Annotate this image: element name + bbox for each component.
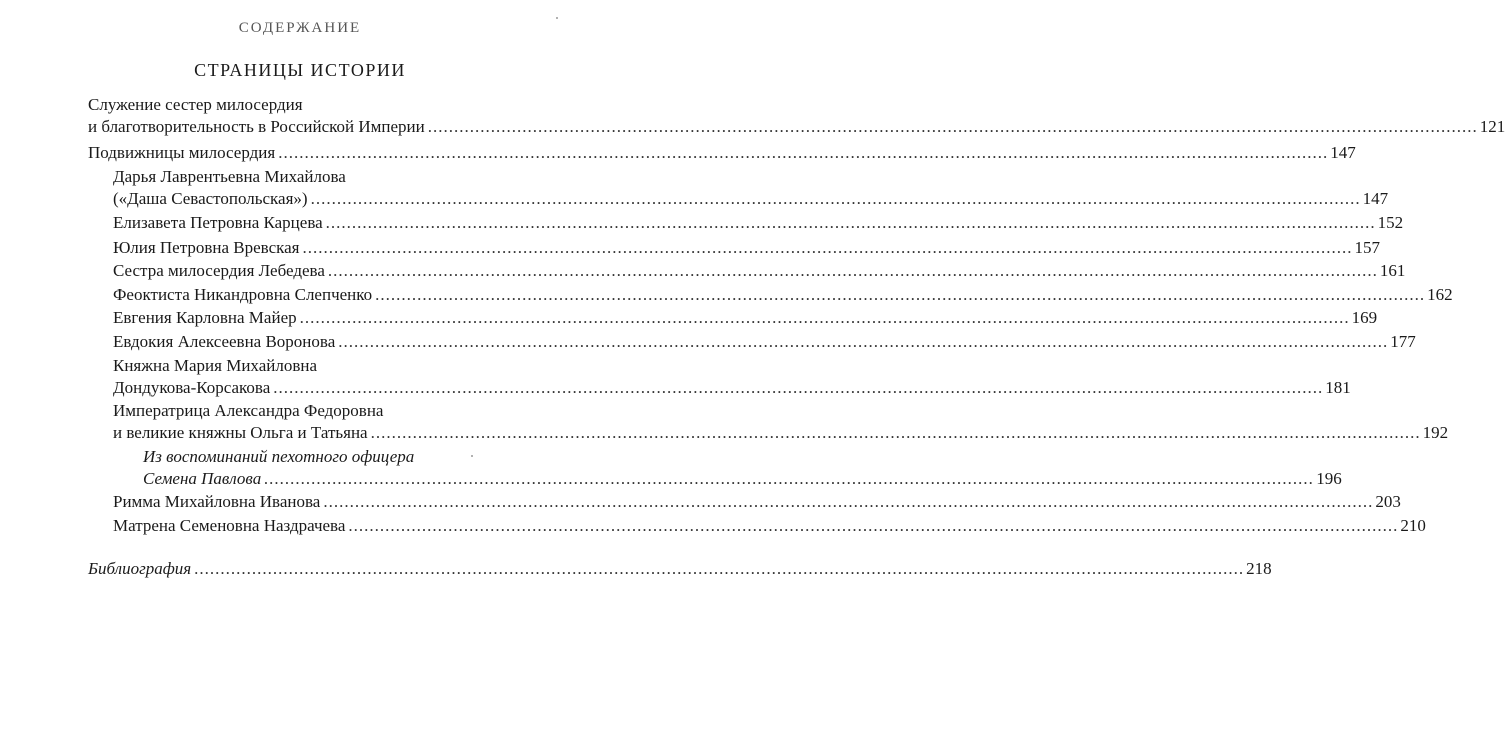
toc-entry-page: 147: [1362, 189, 1389, 208]
toc-entry-leader: [88, 116, 1505, 138]
toc-entry-title: Матрена Семеновна Наздрачева: [113, 516, 346, 535]
toc-entry-leader: [113, 491, 1401, 513]
toc-entry-page: 147: [1330, 143, 1356, 162]
dot-leader: ........................................................................................................................................................................................................: [375, 285, 1426, 304]
toc-entry-leader: [113, 260, 1406, 282]
toc-entry-leader: [113, 377, 1351, 399]
toc-entry-page: 218: [1246, 559, 1272, 578]
toc-entry-title-line1: Княжна Мария Михайловна: [113, 356, 318, 375]
toc-entry-page: 169: [1351, 308, 1378, 327]
toc-entry-title-line1: Императрица Александра Федоровна: [113, 401, 384, 420]
toc-entry-leader: [113, 212, 1404, 234]
dot-leader: ........................................................................................................................................................................................................: [194, 559, 1245, 578]
toc-entry-title: Евгения Карловна Майер: [113, 308, 297, 327]
toc-entry-title: Елизавета Петровна Карцева: [113, 213, 323, 232]
toc-entry-leader: [143, 468, 1342, 490]
toc-entry-leader: [113, 284, 1453, 306]
toc-entry-page: 161: [1379, 261, 1406, 280]
toc-entry-page: 203: [1375, 492, 1401, 511]
toc-entry-page: 181: [1325, 378, 1351, 397]
toc-entry-leader: [113, 331, 1416, 353]
toc-entry-title-line2: Семена Павлова: [143, 469, 262, 488]
toc-entry-page: 121: [1479, 117, 1505, 136]
dot-leader: ........................................................................................................................................................................................................: [278, 143, 1329, 162]
toc-entry-page: 157: [1354, 238, 1381, 257]
toc-entry-title: Подвижницы милосердия: [88, 143, 276, 162]
toc-entry-page: 192: [1422, 423, 1449, 442]
dot-leader: ........................................................................................................................................................................................................: [370, 423, 1421, 442]
dot-leader: ........................................................................................................................................................................................................: [264, 469, 1315, 488]
toc-entry-title-line1: Дарья Лаврентьевна Михайлова: [113, 167, 346, 186]
toc-entry-title-line2: («Даша Севастопольская»): [113, 189, 308, 208]
paper-speck: [556, 17, 558, 19]
toc-entry-title: Евдокия Алексеевна Воронова: [113, 332, 336, 351]
toc-entry-title-line1: Служение сестер милосердия: [88, 95, 303, 114]
toc-entry-title-line2: Дондукова-Корсакова: [113, 378, 271, 397]
dot-leader: ........................................................................................................................................................................................................: [338, 332, 1389, 351]
toc-entry-title-line2: и благотворительность в Российской Империи: [88, 117, 425, 136]
toc-entry-page: 196: [1316, 469, 1342, 488]
toc-entry-page: 152: [1377, 213, 1404, 232]
dot-leader: ........................................................................................................................................................................................................: [310, 189, 1361, 208]
toc-entry-page: 162: [1427, 285, 1453, 304]
section-title: СТРАНИЦЫ ИСТОРИИ: [194, 60, 406, 80]
toc-entry-leader: [113, 237, 1381, 259]
dot-leader: ........................................................................................................................................................................................................: [299, 308, 1350, 327]
toc-entry-title: Римма Михайловна Иванова: [113, 492, 321, 511]
toc-entry-leader: [113, 422, 1449, 444]
paper-speck: [471, 455, 473, 457]
toc-entry-page: 210: [1400, 516, 1426, 535]
dot-leader: ........................................................................................................................................................................................................: [327, 261, 1378, 280]
dot-leader: ........................................................................................................................................................................................................: [273, 378, 1324, 397]
toc-entry-title: Библиография: [88, 559, 192, 578]
toc-entry-title: Сестра милосердия Лебедева: [113, 261, 325, 280]
toc-entry-page: 177: [1390, 332, 1416, 351]
dot-leader: ........................................................................................................................................................................................................: [302, 238, 1353, 257]
toc-entry-title-line1: Из воспоминаний пехотного офицера: [143, 447, 415, 466]
toc-entry-leader: [113, 307, 1378, 329]
toc-entry-title: Феоктиста Никандровна Слепченко: [113, 285, 373, 304]
dot-leader: ........................................................................................................................................................................................................: [325, 213, 1376, 232]
toc-entry-leader: [88, 142, 1356, 164]
page-header: СОДЕРЖАНИЕ: [238, 20, 362, 36]
toc-entry-title: Юлия Петровна Вревская: [113, 238, 300, 257]
toc-entry-leader: [113, 515, 1426, 537]
toc-entry-title-line2: и великие княжны Ольга и Татьяна: [113, 423, 368, 442]
dot-leader: ........................................................................................................................................................................................................: [427, 117, 1478, 136]
toc-entry-leader: [113, 188, 1389, 210]
dot-leader: ........................................................................................................................................................................................................: [348, 516, 1399, 535]
toc-entry-leader: [88, 558, 1272, 580]
dot-leader: ........................................................................................................................................................................................................: [323, 492, 1374, 511]
